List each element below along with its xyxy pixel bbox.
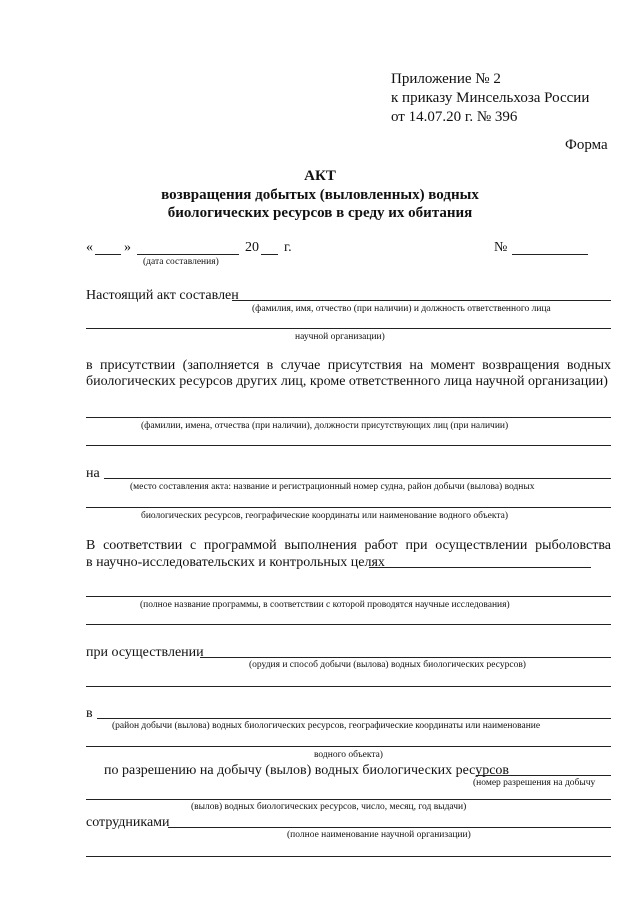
location-field[interactable] bbox=[104, 478, 611, 479]
act-title-line2: возвращения добытых (выловленных) водных bbox=[161, 187, 479, 203]
presence-text-line1: в присутствии (заполняется в случае присутствия на момент возвращения водных bbox=[86, 358, 611, 373]
presence-text-line2: биологических ресурсов других лиц, кроме ответственного лица научной организации) bbox=[86, 374, 608, 389]
program-field-3[interactable] bbox=[86, 624, 611, 625]
area-caption: (район добычи (вылова) водных биологических ресурсов, географические координаты или наименование bbox=[112, 721, 541, 731]
date-quote-open: « bbox=[86, 240, 93, 255]
gear-field[interactable] bbox=[200, 657, 611, 658]
permit-caption-2: (вылов) водных биологических ресурсов, число, месяц, год выдачи) bbox=[191, 802, 467, 812]
staff-field-2[interactable] bbox=[86, 856, 611, 857]
presence-field[interactable] bbox=[86, 417, 611, 418]
appendix-number: Приложение № 2 bbox=[391, 71, 501, 87]
act-title-line3: биологических ресурсов в среду их обитания bbox=[167, 205, 473, 221]
permit-caption: (номер разрешения на добычу bbox=[473, 778, 596, 788]
compiled-by-field[interactable] bbox=[232, 300, 611, 301]
area-caption-2: водного объекта) bbox=[314, 750, 383, 760]
gear-label: при осуществлении bbox=[86, 645, 204, 660]
year-field[interactable] bbox=[261, 254, 278, 255]
program-text-line1: В соответствии с программой выполнения работ при осуществлении рыболовства bbox=[86, 538, 611, 553]
program-text-line2: в научно-исследовательских и контрольных целях bbox=[86, 555, 385, 570]
day-field[interactable] bbox=[95, 254, 121, 255]
program-field-2[interactable] bbox=[86, 596, 611, 597]
staff-label: сотрудниками bbox=[86, 815, 170, 830]
month-field[interactable] bbox=[137, 254, 239, 255]
location-label: на bbox=[86, 466, 100, 481]
permit-field[interactable] bbox=[476, 775, 611, 776]
area-field[interactable] bbox=[97, 718, 611, 719]
program-caption: (полное название программы, в соответствии с которой проводятся научные исследования) bbox=[140, 600, 510, 610]
staff-field[interactable] bbox=[168, 827, 611, 828]
location-caption: (место составления акта: название и регистрационный номер судна, район добычи (вылова) водных bbox=[130, 482, 535, 492]
area-field-2[interactable] bbox=[86, 746, 611, 747]
appendix-order: к приказу Минсельхоза России bbox=[391, 90, 590, 106]
appendix-date: от 14.07.20 г. № 396 bbox=[391, 109, 518, 125]
presence-field-2[interactable] bbox=[86, 445, 611, 446]
compiled-by-field-2[interactable] bbox=[86, 328, 611, 329]
staff-caption: (полное наименование научной организации) bbox=[287, 830, 471, 840]
presence-caption: (фамилии, имена, отчества (при наличии), должности присутствующих лиц (при наличии) bbox=[141, 421, 509, 431]
act-title: АКТ bbox=[304, 168, 336, 184]
location-caption-2: биологических ресурсов, географические координаты или наименование водного объекта) bbox=[141, 511, 509, 521]
date-quote-close: » bbox=[124, 240, 131, 255]
permit-field-2[interactable] bbox=[86, 799, 611, 800]
permit-label: по разрешению на добычу (вылов) водных биологических ресурсов bbox=[104, 763, 510, 778]
form-label: Форма bbox=[565, 137, 608, 153]
program-field[interactable] bbox=[369, 567, 591, 568]
compiled-by-caption: (фамилия, имя, отчество (при наличии) и должность ответственного лица bbox=[252, 304, 551, 314]
compiled-by-caption-2: научной организации) bbox=[295, 332, 385, 342]
number-sign: № bbox=[494, 240, 508, 255]
gear-caption: (орудия и способ добычи (вылова) водных биологических ресурсов) bbox=[249, 660, 526, 670]
location-field-2[interactable] bbox=[86, 507, 611, 508]
year-suffix: г. bbox=[284, 240, 292, 255]
year-prefix: 20 bbox=[245, 240, 259, 255]
gear-field-2[interactable] bbox=[86, 686, 611, 687]
area-label: в bbox=[86, 706, 93, 721]
date-caption: (дата составления) bbox=[143, 257, 219, 267]
act-number-field[interactable] bbox=[512, 254, 588, 255]
compiled-by-label: Настоящий акт составлен bbox=[86, 288, 239, 303]
